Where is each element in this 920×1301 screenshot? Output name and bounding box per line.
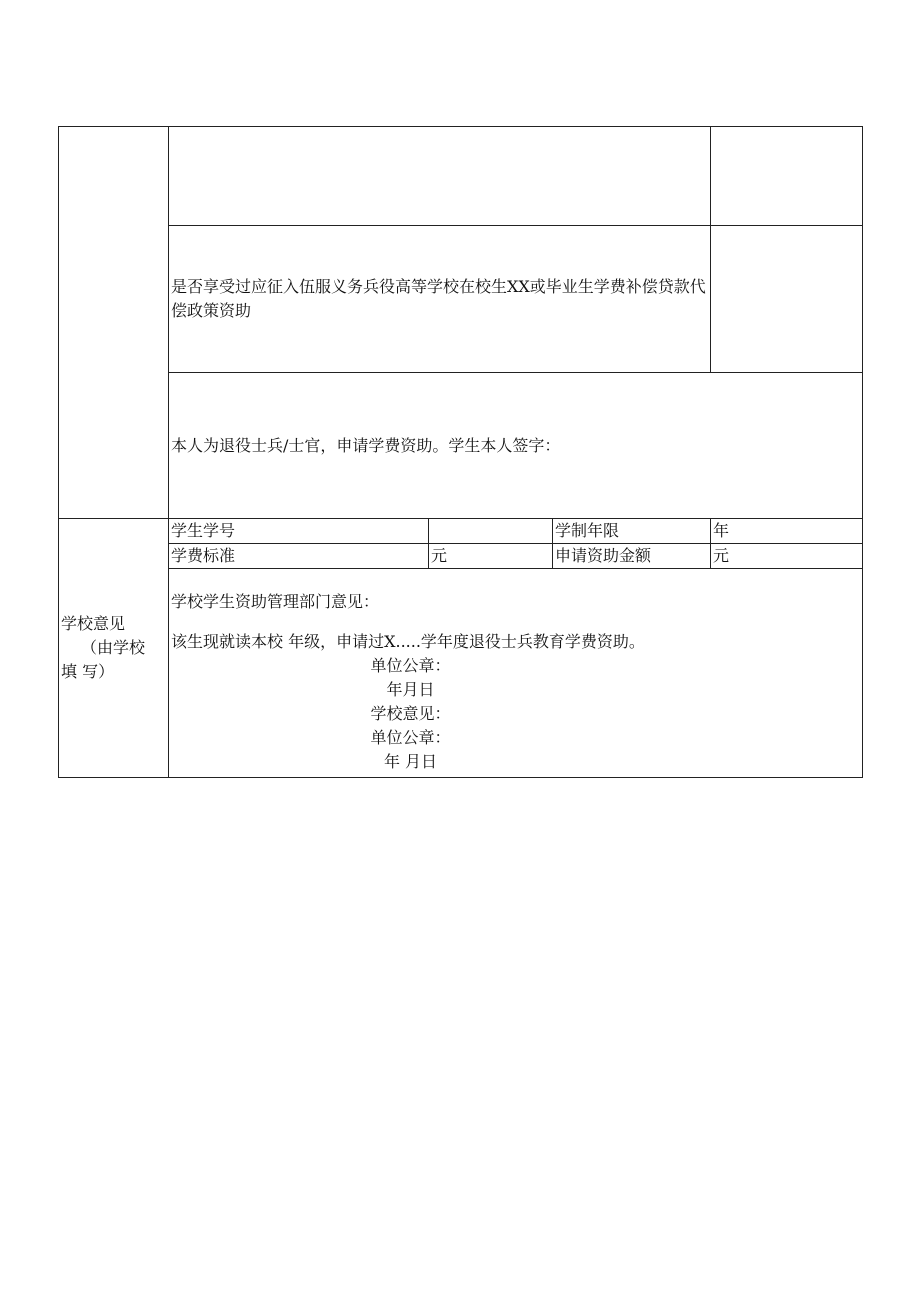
school-opinion-label-line1: 学校意见 [61,614,126,633]
top-answer-cell[interactable] [711,127,863,226]
school-opinion-label: 学校意见： [370,704,451,723]
aid-application-form-table [58,126,863,778]
school-opinion-label-line2: （由学校 [81,638,146,657]
enrollment-statement: 该生现就读本校 年级，申请过X.....学年度退役士兵教育学费资助。 [171,632,645,651]
tuition-unit[interactable]: 元 [429,544,553,569]
student-id-label: 学生学号 [169,519,429,544]
student-id-input-cell[interactable] [429,519,553,544]
applicant-statement-text: 本人为退役士兵/士官，申请学费资助。学生本人签字： [171,435,561,455]
duration-label: 学制年限 [553,519,711,544]
left-blank-cell [59,127,169,519]
seal-label-1: 单位公章： [370,656,451,675]
aid-amount-unit[interactable]: 元 [711,544,863,569]
policy-answer-cell[interactable] [711,226,863,373]
school-opinion-label-cell [59,519,169,778]
form-row-top-blank [59,127,863,226]
tuition-label: 学费标准 [169,544,429,569]
dept-opinion-label: 学校学生资助管理部门意见： [171,592,380,611]
policy-question-cell [169,226,711,373]
top-content-cell[interactable] [169,127,711,226]
seal-label-2: 单位公章： [370,728,451,747]
form-row-opinions [59,569,863,778]
opinion-cell[interactable] [169,569,863,778]
aid-amount-label: 申请资助金额 [553,544,711,569]
applicant-statement-cell[interactable] [169,373,863,519]
duration-unit[interactable]: 年 [711,519,863,544]
form-row-student-id [59,519,863,544]
date-2: 年 月日 [383,752,438,771]
spacer [171,614,860,630]
policy-question-text: 是否享受过应征入伍服义务兵役高等学校在校生XX或毕业生学费补偿贷款代偿政策资助 [171,277,706,320]
form-row-policy-question [59,226,863,373]
form-row-applicant-statement [59,373,863,519]
form-row-tuition [59,544,863,569]
date-1: 年月日 [386,680,435,699]
school-opinion-label-line3: 填 写） [61,662,115,681]
